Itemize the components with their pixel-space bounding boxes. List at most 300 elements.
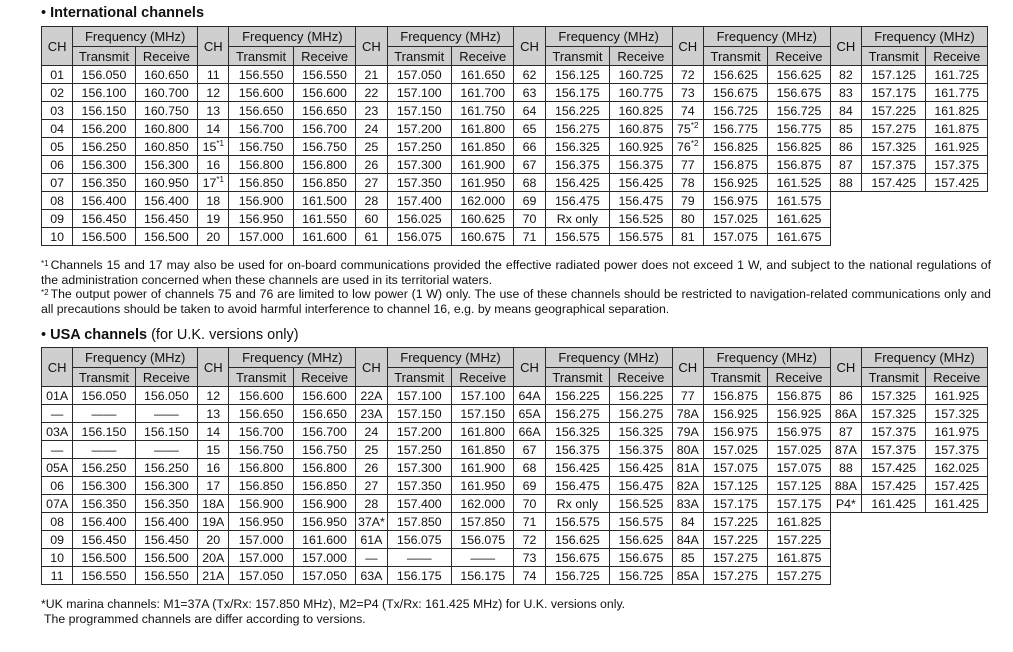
channel-number: 69 [514,192,545,210]
header-ch: CH [356,27,387,66]
transmit-frequency: 156.375 [545,156,609,174]
header-ch: CH [42,348,73,387]
transmit-frequency: 157.425 [861,477,925,495]
footnote-mark: *2 [690,120,699,130]
channel-number: 84 [830,102,861,120]
transmit-frequency: 157.275 [703,567,767,585]
channel-number: 13 [198,102,229,120]
receive-frequency: 160.700 [135,84,197,102]
transmit-frequency: 156.900 [229,192,293,210]
channel-number: 12 [198,84,229,102]
channel-number: 61A [356,531,387,549]
receive-frequency: 156.600 [293,84,355,102]
receive-frequency: 156.750 [293,441,355,459]
transmit-frequency: 156.875 [703,156,767,174]
transmit-frequency: 157.150 [387,102,451,120]
header-frequency: Frequency (MHz) [387,348,514,368]
channel-number: 84A [672,531,703,549]
table-row [42,567,988,585]
receive-frequency: 161.650 [451,66,513,84]
transmit-frequency: 157.400 [387,495,451,513]
receive-frequency: 162.025 [926,459,988,477]
table-row [42,156,988,174]
channel-number: 06 [42,156,73,174]
transmit-frequency: Rx only [545,495,609,513]
receive-frequency: 161.775 [926,84,988,102]
channel-number: 82 [830,66,861,84]
table-row [42,120,988,138]
channel-number: 64A [514,387,545,405]
header-ch: CH [356,348,387,387]
transmit-frequency: 156.650 [229,102,293,120]
channel-number: 87 [830,423,861,441]
transmit-frequency: 156.050 [73,387,135,405]
header-frequency: Frequency (MHz) [861,27,987,47]
receive-frequency: 157.075 [768,459,830,477]
transmit-frequency: 156.750 [229,441,293,459]
channel-number: 64 [514,102,545,120]
receive-frequency: 157.225 [768,531,830,549]
transmit-frequency: 156.225 [545,387,609,405]
transmit-frequency: 156.275 [545,120,609,138]
transmit-frequency: Rx only [545,210,609,228]
channel-number: 20 [198,531,229,549]
receive-frequency: 161.675 [768,228,830,246]
channel-number: 08 [42,513,73,531]
receive-frequency: 160.650 [135,66,197,84]
receive-frequency: 156.500 [135,228,197,246]
receive-frequency: 160.950 [135,174,197,192]
transmit-frequency: 156.500 [73,228,135,246]
table-row [42,174,988,192]
transmit-frequency: 156.050 [73,66,135,84]
transmit-frequency: 156.275 [545,405,609,423]
receive-frequency: 156.900 [293,495,355,513]
channel-number: 21 [356,66,387,84]
transmit-frequency: 157.000 [229,549,293,567]
transmit-frequency: 157.425 [861,459,925,477]
receive-frequency: 156.450 [135,531,197,549]
transmit-frequency: 156.625 [703,66,767,84]
transmit-frequency: 156.425 [545,174,609,192]
empty-cell [830,228,987,246]
channel-number: 15 [198,441,229,459]
header-transmit: Transmit [545,368,609,387]
transmit-frequency: 156.725 [703,102,767,120]
receive-frequency: 156.775 [768,120,830,138]
receive-frequency: 161.875 [768,549,830,567]
channel-number: 01A [42,387,73,405]
channel-number: 74 [514,567,545,585]
table-row [42,549,988,567]
channel-number: 79 [672,192,703,210]
receive-frequency: 157.175 [768,495,830,513]
channel-number: 21A [198,567,229,585]
channel-number: 22 [356,84,387,102]
transmit-frequency: 156.450 [73,210,135,228]
transmit-frequency: 156.775 [703,120,767,138]
channel-number: 10 [42,228,73,246]
transmit-frequency: 156.725 [545,567,609,585]
usa-channels-title: USA channels [50,327,148,343]
international-channels-title: International channels [50,5,205,21]
header-receive: Receive [451,368,513,387]
channel-number: 61 [356,228,387,246]
transmit-frequency: 156.200 [73,120,135,138]
transmit-frequency: 157.250 [387,138,451,156]
receive-frequency: 156.650 [293,405,355,423]
channel-number: 71 [514,513,545,531]
header-ch: CH [514,27,545,66]
transmit-frequency: 156.900 [229,495,293,513]
channel-number: 83 [830,84,861,102]
channel-number: 63A [356,567,387,585]
transmit-frequency: 156.325 [545,138,609,156]
receive-frequency: 156.525 [610,210,672,228]
channel-number: 14 [198,423,229,441]
receive-frequency: 156.700 [293,423,355,441]
channel-number: 05A [42,459,73,477]
transmit-frequency: 157.125 [861,66,925,84]
receive-frequency: 157.100 [451,387,513,405]
transmit-frequency: 156.825 [703,138,767,156]
channel-label: 75 [677,121,691,136]
channel-number: 86 [830,138,861,156]
receive-frequency: 162.000 [451,495,513,513]
receive-frequency: 156.650 [293,102,355,120]
receive-frequency: 156.925 [768,405,830,423]
footnote-mark: *1 [216,174,224,184]
receive-frequency: 157.375 [926,441,988,459]
receive-frequency: 156.625 [768,66,830,84]
channel-number: 06 [42,477,73,495]
channel-number [198,138,229,156]
transmit-frequency: 157.850 [387,513,451,531]
receive-frequency: 156.750 [293,138,355,156]
header-frequency: Frequency (MHz) [545,27,672,47]
transmit-frequency: 157.225 [861,102,925,120]
international-channels-heading [41,5,204,21]
transmit-frequency: 157.025 [703,210,767,228]
channel-number: 78A [672,405,703,423]
receive-frequency: 157.150 [451,405,513,423]
empty-cell [830,210,987,228]
transmit-frequency: 157.275 [861,120,925,138]
channel-number: 25 [356,441,387,459]
receive-frequency: 161.750 [451,102,513,120]
channel-number: 08 [42,192,73,210]
channel-label: 17 [202,175,217,190]
international-footnotes [41,258,991,316]
receive-frequency: 161.575 [768,192,830,210]
table-row [42,441,988,459]
receive-frequency: 156.050 [135,387,197,405]
channel-number: 23 [356,102,387,120]
header-transmit: Transmit [861,368,925,387]
channel-number: 23A [356,405,387,423]
receive-frequency: 161.875 [926,120,988,138]
channel-number: 82A [672,477,703,495]
footnote-mark: *2 [41,288,49,297]
transmit-frequency: 157.075 [703,228,767,246]
channel-number: 63 [514,84,545,102]
channel-number: 20 [198,228,229,246]
channel-number: 05 [42,138,73,156]
channel-number: 20A [198,549,229,567]
channel-number: 65A [514,405,545,423]
transmit-frequency: 157.375 [861,441,925,459]
channel-number: P4* [830,495,861,513]
receive-frequency: 156.400 [135,513,197,531]
header-frequency: Frequency (MHz) [73,27,198,47]
transmit-frequency: 157.300 [387,459,451,477]
channel-number: 88 [830,459,861,477]
header-frequency: Frequency (MHz) [703,27,830,47]
header-ch: CH [198,348,229,387]
channel-number: 87A [830,441,861,459]
transmit-frequency: 157.325 [861,405,925,423]
transmit-frequency: 156.675 [703,84,767,102]
receive-frequency: 156.375 [610,441,672,459]
receive-frequency: 156.700 [293,120,355,138]
channel-number: 69 [514,477,545,495]
transmit-frequency: 156.475 [545,192,609,210]
header-frequency: Frequency (MHz) [703,348,830,368]
channel-number: 26 [356,156,387,174]
channel-number: 80A [672,441,703,459]
channel-number: 11 [42,567,73,585]
table-row [42,531,988,549]
channel-number: 26 [356,459,387,477]
header-row [42,27,988,47]
receive-frequency: 161.900 [451,459,513,477]
footnote-mark: *1 [41,259,49,268]
transmit-frequency: 161.425 [861,495,925,513]
header-transmit: Transmit [229,368,293,387]
channel-number: 24 [356,120,387,138]
receive-frequency: 157.025 [768,441,830,459]
header-transmit: Transmit [703,368,767,387]
channel-number: 09 [42,531,73,549]
channel-number: 86 [830,387,861,405]
header-receive: Receive [768,368,830,387]
transmit-frequency: 156.325 [545,423,609,441]
channel-number: — [42,441,73,459]
channel-number: 70 [514,210,545,228]
receive-frequency: —— [135,441,197,459]
channel-number [672,120,703,138]
receive-frequency: 156.575 [610,228,672,246]
channel-number: 03 [42,102,73,120]
transmit-frequency: 156.550 [229,66,293,84]
footnote-text: The output power of channels 75 and 76 are limited to low power (1 W) only. The use of these channels should be restricted to navigation-related communications only and all precautions should be taken to avoid harmful interference to channel 16, e.g. by means geographical separation. [41,287,991,316]
receive-frequency: 160.875 [610,120,672,138]
channel-number: 74 [672,102,703,120]
channel-number: 19A [198,513,229,531]
header-ch: CH [42,27,73,66]
channel-number: 12 [198,387,229,405]
receive-frequency: 156.625 [610,531,672,549]
receive-frequency: 156.400 [135,192,197,210]
channel-number: 09 [42,210,73,228]
receive-frequency: 156.425 [610,459,672,477]
receive-frequency: 160.725 [610,66,672,84]
receive-frequency: 156.575 [610,513,672,531]
receive-frequency: —— [451,549,513,567]
channel-label: 15 [202,139,217,154]
usa-note-2-text: The programmed channels are differ according to versions. [44,611,366,626]
header-row [42,348,988,368]
receive-frequency: 156.150 [135,423,197,441]
channel-number: 83A [672,495,703,513]
channel-number: 85A [672,567,703,585]
usa-note-2 [41,612,991,627]
receive-frequency: 156.850 [293,477,355,495]
channel-number: 85 [672,549,703,567]
receive-frequency: 157.425 [926,174,988,192]
channel-number: 10 [42,549,73,567]
header-frequency: Frequency (MHz) [229,348,356,368]
transmit-frequency: 156.350 [73,174,135,192]
receive-frequency: 162.000 [451,192,513,210]
header-transmit: Transmit [387,47,451,66]
transmit-frequency: 156.150 [73,423,135,441]
transmit-frequency: 157.000 [229,228,293,246]
channel-label: 76 [677,139,691,154]
header-receive: Receive [610,47,672,66]
channel-number: 79A [672,423,703,441]
transmit-frequency: 156.575 [545,513,609,531]
receive-frequency: 156.675 [768,84,830,102]
transmit-frequency: —— [73,441,135,459]
transmit-frequency: 156.475 [545,477,609,495]
header-frequency: Frequency (MHz) [73,348,198,368]
empty-cell [830,513,987,531]
transmit-frequency: 157.175 [703,495,767,513]
channel-number: 80 [672,210,703,228]
channel-number: 71 [514,228,545,246]
receive-frequency: 161.925 [926,138,988,156]
receive-frequency: 156.675 [610,549,672,567]
channel-number: 37A* [356,513,387,531]
channel-number: 07 [42,174,73,192]
receive-frequency: 161.850 [451,138,513,156]
receive-frequency: 161.700 [451,84,513,102]
transmit-frequency: 156.875 [703,387,767,405]
receive-frequency: 161.825 [926,102,988,120]
receive-frequency: 156.275 [610,405,672,423]
transmit-frequency: 157.175 [861,84,925,102]
transmit-frequency: 156.400 [73,192,135,210]
transmit-frequency: 156.250 [73,459,135,477]
receive-frequency: 160.750 [135,102,197,120]
transmit-frequency: 157.000 [229,531,293,549]
receive-frequency: 160.925 [610,138,672,156]
transmit-frequency: 156.550 [73,567,135,585]
usa-channels-subtitle: (for U.K. versions only) [147,327,299,343]
usa-note-1: *UK marina channels: M1=37A (Tx/Rx: 157.850 MHz), M2=P4 (Tx/Rx: 161.425 MHz) for U.K. versions only. [41,597,626,611]
channel-number: 25 [356,138,387,156]
table-row [42,228,988,246]
receive-frequency: 156.725 [768,102,830,120]
table-row [42,84,988,102]
transmit-frequency: 156.600 [229,387,293,405]
receive-frequency: 156.350 [135,495,197,513]
transmit-frequency: 157.125 [703,477,767,495]
receive-frequency: 161.800 [451,423,513,441]
receive-frequency: 156.800 [293,156,355,174]
transmit-frequency: 156.250 [73,138,135,156]
transmit-frequency: 156.175 [387,567,451,585]
receive-frequency: 156.375 [610,156,672,174]
transmit-frequency: 157.225 [703,513,767,531]
channel-number: 18 [198,192,229,210]
channel-number: 11 [198,66,229,84]
receive-frequency: 161.900 [451,156,513,174]
header-transmit: Transmit [229,47,293,66]
receive-frequency: 161.800 [451,120,513,138]
table-row [42,102,988,120]
transmit-frequency: 156.075 [387,228,451,246]
header-ch: CH [830,348,861,387]
transmit-frequency: 157.350 [387,174,451,192]
table-row [42,387,988,405]
transmit-frequency: 156.850 [229,477,293,495]
channel-number: 86A [830,405,861,423]
channel-number: 28 [356,192,387,210]
table-row [42,495,988,513]
channel-number: 73 [514,549,545,567]
transmit-frequency: 157.400 [387,192,451,210]
transmit-frequency: 156.150 [73,102,135,120]
channel-number: 19 [198,210,229,228]
header-receive: Receive [451,47,513,66]
channel-number: 68 [514,174,545,192]
header-frequency: Frequency (MHz) [387,27,514,47]
channel-number: — [42,405,73,423]
receive-frequency: 160.675 [451,228,513,246]
transmit-frequency: —— [73,405,135,423]
receive-frequency: 156.550 [293,66,355,84]
transmit-frequency: 156.300 [73,477,135,495]
receive-frequency: 156.725 [610,567,672,585]
channel-number: 81 [672,228,703,246]
transmit-frequency: 156.500 [73,549,135,567]
receive-frequency: 156.425 [610,174,672,192]
channel-number: 85 [830,120,861,138]
receive-frequency: 156.600 [293,387,355,405]
header-receive: Receive [293,368,355,387]
transmit-frequency: 157.150 [387,405,451,423]
table-row [42,66,988,84]
usa-channels-heading [41,327,299,343]
transmit-frequency: 156.650 [229,405,293,423]
empty-cell [830,567,987,585]
receive-frequency: 161.500 [293,192,355,210]
transmit-frequency: 156.225 [545,102,609,120]
table-row [42,423,988,441]
receive-frequency: 156.325 [610,423,672,441]
receive-frequency: 156.975 [768,423,830,441]
channel-number: 02 [42,84,73,102]
receive-frequency: 156.475 [610,192,672,210]
transmit-frequency: 156.700 [229,120,293,138]
channel-number: 62 [514,66,545,84]
transmit-frequency: 156.575 [545,228,609,246]
channel-number: 66 [514,138,545,156]
header-receive: Receive [135,368,197,387]
transmit-frequency: 157.250 [387,441,451,459]
